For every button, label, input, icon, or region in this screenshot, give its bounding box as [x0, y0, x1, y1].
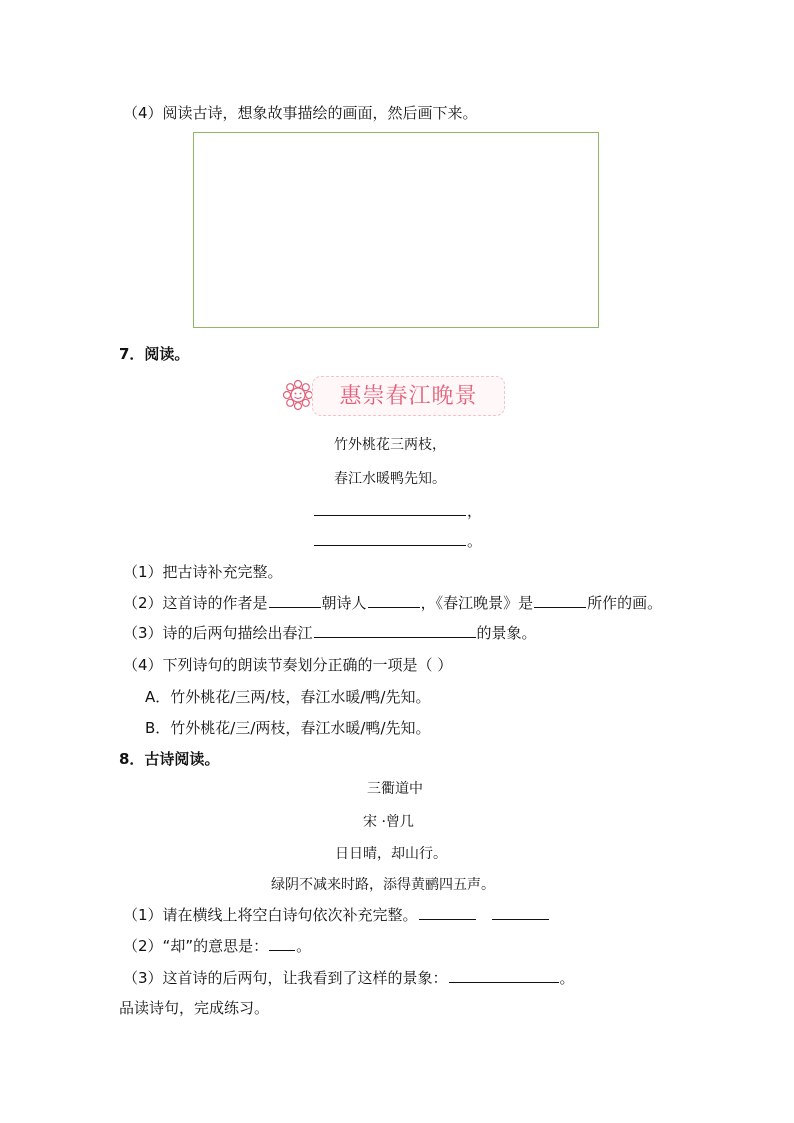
- q7-part4: （4）下列诗句的朗读节奏划分正确的一项是（ ）: [123, 656, 453, 674]
- footer-instruction: 品读诗句，完成练习。: [119, 999, 270, 1017]
- q8-part1-text: （1）请在横线上将空白诗句依次补充完整。: [123, 906, 418, 924]
- answer-blank-2[interactable]: [492, 918, 549, 920]
- q7-part3: [123, 622, 537, 643]
- q8-part2-text-a: （2）“却”的意思是：: [123, 937, 269, 955]
- q8-poem-line2: 绿阴不减来时路，添得黄鹂四五声。: [271, 877, 495, 893]
- q7-heading: 7．阅读。: [119, 345, 190, 363]
- scene-blank[interactable]: [314, 636, 476, 638]
- q7-part2-text-a: （2）这首诗的作者是: [123, 594, 268, 612]
- q8-part1: [123, 904, 550, 925]
- flower-logo-icon: [282, 379, 314, 411]
- answer-blank[interactable]: [314, 514, 466, 516]
- q8-part3-text-b: 。: [559, 969, 575, 987]
- meaning-blank[interactable]: [269, 949, 295, 951]
- q8-poem-author: 宋 ·曾几: [363, 814, 414, 830]
- poem-title-card: [312, 376, 505, 416]
- q7-part2-text-b: 朝诗人: [321, 594, 367, 612]
- answer-blank[interactable]: [314, 544, 466, 546]
- poet-blank[interactable]: [368, 606, 420, 608]
- punct-comma: ，: [467, 502, 483, 520]
- q6-part4-prompt: （4）阅读古诗，想象故事描绘的画面，然后画下来。: [123, 104, 478, 122]
- q8-part2: [123, 935, 311, 956]
- q7-blank-line2[interactable]: [313, 530, 482, 551]
- q8-poem-line1: 日日晴，却山行。: [335, 846, 447, 862]
- q8-poem-title: 三衢道中: [367, 781, 423, 797]
- q8-part3: [123, 967, 575, 988]
- q7-option-a[interactable]: A．竹外桃花/三两/枝，春江水暖/鸭/先知。: [145, 688, 431, 706]
- q7-poem-line1: 竹外桃花三两枝，: [334, 437, 446, 453]
- q7-option-b[interactable]: B．竹外桃花/三/两枝，春江水暖/鸭/先知。: [145, 719, 431, 737]
- q7-part2: [123, 592, 662, 613]
- punct-period: 。: [467, 532, 483, 550]
- q8-heading: 8．古诗阅读。: [119, 750, 220, 768]
- q8-part3-text-a: （3）这首诗的后两句，让我看到了这样的景象：: [123, 969, 448, 987]
- q7-poem-line2: 春江水暖鸭先知。: [334, 471, 446, 487]
- drawing-box[interactable]: [193, 132, 599, 328]
- q7-poem-title: 惠崇春江晚景: [339, 384, 478, 409]
- painter-blank[interactable]: [534, 606, 586, 608]
- q7-part1: （1）把古诗补充完整。: [123, 563, 283, 581]
- answer-blank-1[interactable]: [419, 918, 476, 920]
- scene-blank-q8[interactable]: [449, 981, 559, 983]
- q7-part2-text-c: ，《春江晚景》是: [420, 594, 534, 612]
- q7-part2-text-d: 所作的画。: [587, 594, 663, 612]
- dynasty-blank[interactable]: [269, 606, 321, 608]
- q7-blank-line1[interactable]: [313, 500, 482, 521]
- q7-part3-text-b: 的景象。: [476, 624, 537, 642]
- q8-part2-text-b: 。: [296, 937, 312, 955]
- q7-part3-text-a: （3）诗的后两句描绘出春江: [123, 624, 313, 642]
